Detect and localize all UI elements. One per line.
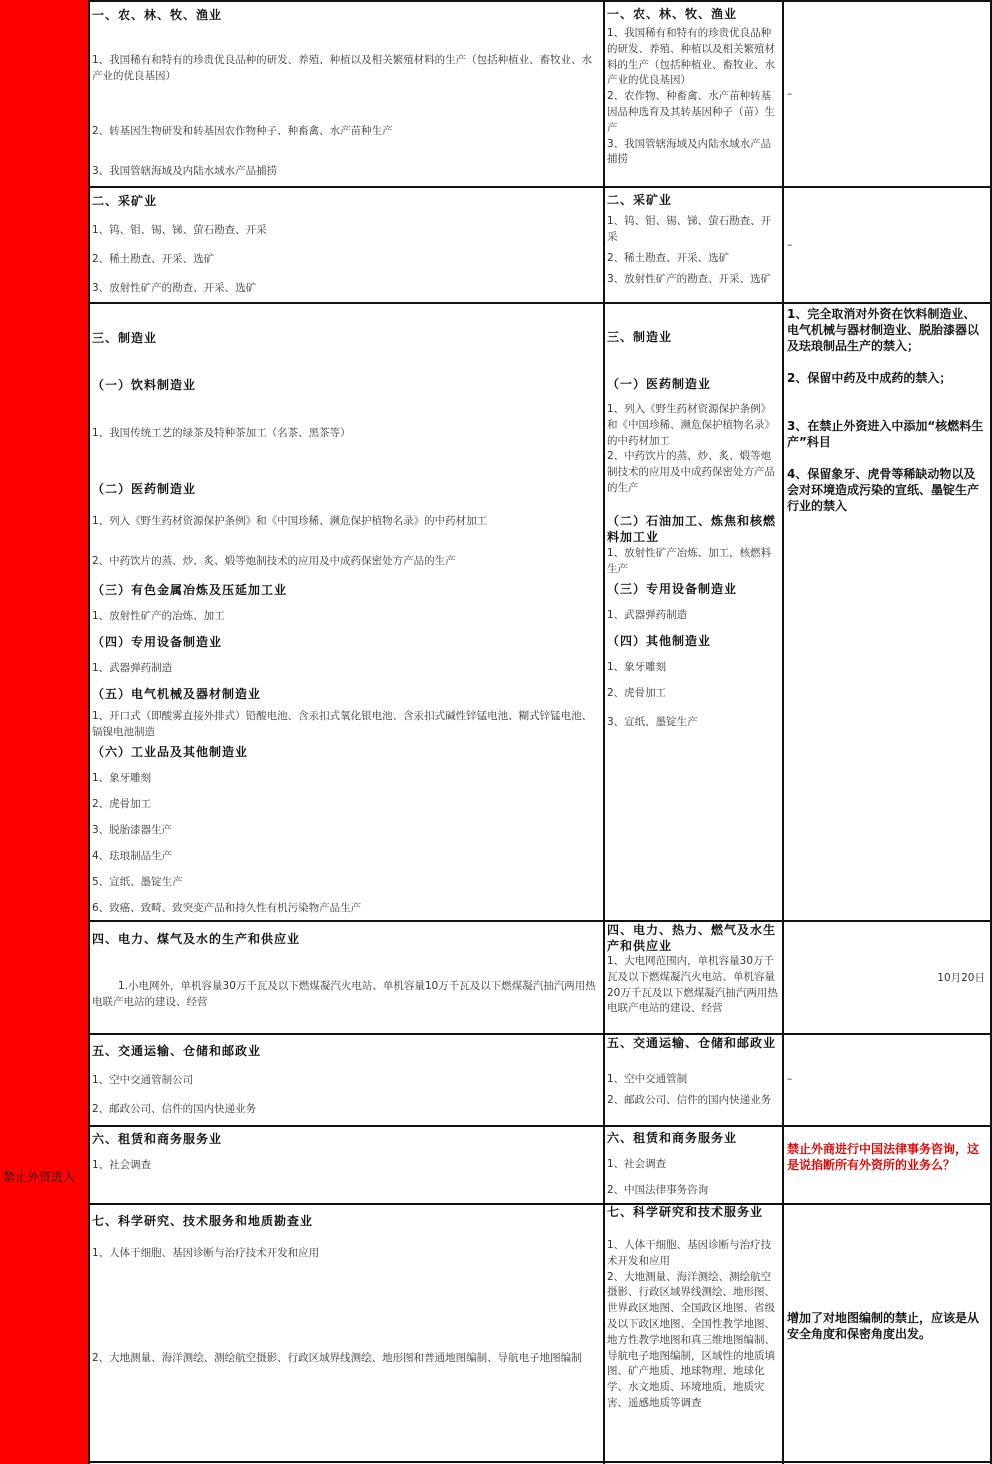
section-title: 三、制造业 [607,330,673,344]
side-label: 禁止外资进入 [3,1170,76,1184]
new-text: 1、大电网范围内，单机容量30万千瓦及以下燃煤凝汽火电站、单机容量20万千瓦及以下燃煤凝汽抽汽两用热电联产电站的建设、经营 [607,955,778,1015]
subsection-title: （二）医药制造业 [92,482,197,496]
section-title: 四、电力、煤气及水的生产和供应业 [92,932,301,946]
new-text: 1、人体干细胞、基因诊断与治疗技术开发和应用 2、大地测量、海洋测绘、测绘航空摄影、行政区域界线测绘、地形图、世界政区地图、全国政区地图、省级及以下政区地图、全国性教学地图、地方性教学地图和真三维地图编制、导航电子地图编制，区域性的地质填图、矿产地质、地球物理、地球化学、水文地质、环境地质、地质灾害、遥感地质等调查 [607,1239,775,1409]
list-item: 4、珐琅制品生产 [92,850,173,862]
subsection-title: （四）专用设备制造业 [92,635,223,649]
section-title: 一、农、林、牧、渔业 [92,8,223,22]
list-item: 1、空中交通管制 [607,1073,688,1085]
list-item: 2、中国法律事务咨询 [607,1184,709,1196]
note: 3、在禁止外资进入中添加“核燃料生产”科目 [787,419,984,449]
column-divider [88,0,90,1464]
list-item: 1、我国传统工艺的绿茶及特种茶加工（名茶、黑茶等） [92,427,351,439]
list-item: 1.小电网外，单机容量30万千瓦及以下燃煤凝汽火电站、单机容量10万千瓦及以下燃煤凝汽抽汽两用热电联产电站的建设、经营 [92,980,596,1008]
list-item: 1、空中交通管制公司 [92,1074,194,1086]
section-title: 七、科学研究、技术服务和地质勘查业 [92,1214,314,1228]
list-item: 2、邮政公司、信件的国内快递业务 [92,1103,257,1115]
section-title: 三、制造业 [92,331,158,345]
subsection-title: （三）专用设备制造业 [607,582,738,596]
subsection-title: （四）其他制造业 [607,634,712,648]
list-item: 1、放射性矿产的冶炼、加工 [92,610,225,622]
list-item: 2、中药饮片的蒸、炒、炙、煅等炮制技术的应用及中成药保密处方产品的生产 [92,555,456,567]
list-item: 1、钨、钼、锡、锑、萤石勘查、开采 [92,224,267,236]
section-title: 七、科学研究和技术服务业 [607,1205,764,1219]
subsection-title: （三）有色金属冶炼及压延加工业 [92,583,288,597]
section-title: 二、采矿业 [607,193,673,207]
subsection-title: （五）电气机械及器材制造业 [92,687,262,701]
subsection-title: （六）工业品及其他制造业 [92,745,249,759]
row-divider [88,302,992,304]
new-text: 1、列入《野生药材资源保护条例》和《中国珍稀、濒危保护植物名录》的中药材加工 2、中药饮片的蒸、炒、炙、煅等炮制技术的应用及中成药保密处方产品的生产 [607,403,775,494]
note: – [787,1073,793,1085]
list-item: 1、社会调查 [92,1159,152,1171]
list-item: 2、虎骨加工 [92,798,152,810]
side-label-column [0,0,88,1464]
list-item: 3、宣纸、墨锭生产 [607,716,698,728]
list-item: 5、宣纸、墨锭生产 [92,876,183,888]
note: – [787,88,793,100]
list-item: 3、放射性矿产的勘查、开采、选矿 [92,282,257,294]
section-title: 六、租赁和商务服务业 [607,1131,738,1145]
section-title: 二、采矿业 [92,194,158,208]
list-item: 1、开口式（即酸雾直接外排式）铅酸电池、含汞扣式氧化银电池、含汞扣式碱性锌锰电池、糊式锌锰电池、镉镍电池制造 [92,710,593,738]
list-item: 1、社会调查 [607,1158,667,1170]
note: 2、保留中药及中成药的禁入； [787,371,952,385]
list-item: 3、放射性矿产的勘查、开采、选矿 [607,273,772,285]
list-item: 1、钨、钼、锡、锑、萤石勘查、开采 [607,215,772,243]
list-item: 2、大地测量、海洋测绘、测绘航空摄影、行政区域界线测绘、地形图和普通地图编制、导航电子地图编制 [92,1352,582,1364]
list-item: 2、邮政公司、信件的国内快递业务 [607,1094,772,1106]
list-item: 1、象牙雕刻 [92,772,152,784]
note: 1、完全取消对外资在饮料制造业、电气机械与器材制造业、脱胎漆器以及珐琅制品生产的禁入； [787,307,980,353]
new-text: 1、我国稀有和特有的珍贵优良品种的研发、养殖、种植以及相关繁殖材料的生产（包括种植业、畜牧业、水产业的优良基因） 2、农作物、种畜禽、水产苗种转基因品种选育及其转基因种子（苗）生产 3、我国管辖海域及内陆水域水产品捕捞 [607,27,775,166]
list-item: 1、我国稀有和特有的珍贵优良品种的研发、养殖、种植以及相关繁殖材料的生产（包括种植业、畜牧业、水产业的优良基因） [92,54,593,82]
note: 4、保留象牙、虎骨等稀缺动物以及会对环境造成污染的宣纸、墨锭生产行业的禁入 [787,467,980,513]
row-divider [88,0,992,2]
list-item: 1、人体干细胞、基因诊断与治疗技术开发和应用 [92,1247,320,1259]
list-item: 1、武器弹药制造 [92,662,173,674]
section-title: 五、交通运输、仓储和邮政业 [607,1036,777,1050]
list-item: 6、致癌、致畸、致突变产品和持久性有机污染物产品生产 [92,902,362,914]
column-divider [603,0,605,1464]
list-item: 2、虎骨加工 [607,687,667,699]
list-item: 1、列入《野生药材资源保护条例》和《中国珍稀、濒危保护植物名录》的中药材加工 [92,515,488,527]
note: – [787,239,793,251]
section-title: 五、交通运输、仓储和邮政业 [92,1044,262,1058]
list-item: 2、稀土勘查、开采、选矿 [607,252,730,264]
list-item: 1、武器弹药制造 [607,609,688,621]
subsection-title: （一）医药制造业 [607,377,712,391]
row-divider [88,1033,992,1035]
list-item: 1、象牙雕刻 [607,661,667,673]
list-item: 2、稀土勘查、开采、选矿 [92,253,215,265]
section-title: 六、租赁和商务服务业 [92,1132,223,1146]
note: 增加了对地图编制的禁止，应该是从安全角度和保密角度出发。 [787,1311,980,1341]
list-item: 3、我国管辖海域及内陆水域水产品捕捞 [92,165,278,177]
row-divider [88,186,992,188]
row-divider [88,1203,992,1205]
section-title: 一、农、林、牧、渔业 [607,7,738,21]
subsection-title: （一）饮料制造业 [92,378,197,392]
new-text: 1、放射性矿产冶炼、加工，核燃料生产 [607,547,772,575]
section-title: 四、电力、热力、燃气及水生产和供应业 [607,923,777,953]
column-divider [782,0,784,1464]
note: 10月20日 [937,972,985,984]
note: 禁止外商进行中国法律事务咨询，这是说掐断所有外资所的业务么？ [787,1142,980,1172]
row-divider [88,1125,992,1127]
list-item: 2、转基因生物研发和转基因农作物种子、种畜禽、水产苗种生产 [92,125,393,137]
subsection-title: （二）石油加工、炼焦和核燃料加工业 [607,514,777,544]
list-item: 3、脱胎漆器生产 [92,824,173,836]
row-divider [88,920,992,922]
row-divider [88,1461,992,1463]
